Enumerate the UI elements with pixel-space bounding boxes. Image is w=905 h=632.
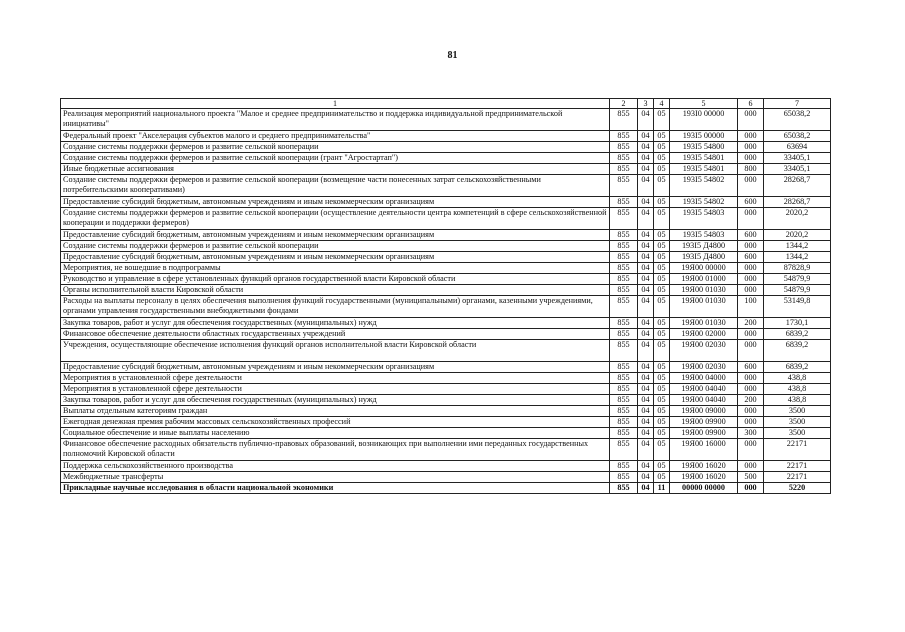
row-name-cell: Поддержка сельскохозяйственного производства (61, 461, 610, 472)
page-number: 81 (447, 50, 458, 61)
row-target-cell: 19Я00 04040 (670, 395, 738, 406)
row-code-cell: 855 (610, 395, 638, 406)
row-type-cell: 000 (738, 263, 764, 274)
row-amount-cell: 438,8 (764, 384, 831, 395)
row-section-cell: 04 (638, 428, 654, 439)
row-type-cell: 000 (738, 274, 764, 285)
row-code-cell: 855 (610, 406, 638, 417)
row-amount-cell: 22171 (764, 472, 831, 483)
row-amount-cell: 2020,2 (764, 208, 831, 230)
row-name-cell: Закупка товаров, работ и услуг для обеспечения государственных (муниципальных) нужд (61, 395, 610, 406)
row-code-cell: 855 (610, 263, 638, 274)
row-subsection-cell: 05 (654, 230, 670, 241)
row-subsection-cell: 05 (654, 263, 670, 274)
table-row (61, 241, 831, 252)
row-type-cell: 000 (738, 340, 764, 362)
row-amount-cell: 28268,7 (764, 197, 831, 208)
table-row (61, 406, 831, 417)
row-section-cell: 04 (638, 395, 654, 406)
row-target-cell: 19Я00 16000 (670, 439, 738, 461)
table-row (61, 384, 831, 395)
row-code-cell: 855 (610, 153, 638, 164)
row-name-cell: Прикладные научные исследования в области национальной экономики (61, 483, 610, 494)
row-code-cell: 855 (610, 483, 638, 494)
row-code-cell: 855 (610, 197, 638, 208)
row-section-cell: 04 (638, 296, 654, 318)
table-row (61, 417, 831, 428)
row-subsection-cell: 05 (654, 417, 670, 428)
row-target-cell: 193I5 54803 (670, 230, 738, 241)
row-subsection-cell: 05 (654, 384, 670, 395)
row-section-cell: 04 (638, 252, 654, 263)
row-subsection-cell: 05 (654, 208, 670, 230)
row-subsection-cell: 05 (654, 142, 670, 153)
row-name-cell: Мероприятия в установленной сфере деятельности (61, 373, 610, 384)
row-target-cell: 19Я00 00000 (670, 263, 738, 274)
row-name-cell: Создание системы поддержки фермеров и развитие сельской кооперации (осуществление деятельности центра компетенций в сфере сельскохозяйственной кооперации и поддержки фермеров) (61, 208, 610, 230)
row-target-cell: 193I5 00000 (670, 131, 738, 142)
row-type-cell: 600 (738, 197, 764, 208)
row-name-cell: Органы исполнительной власти Кировской области (61, 285, 610, 296)
row-type-cell: 500 (738, 472, 764, 483)
table-row (61, 153, 831, 164)
row-type-cell: 600 (738, 230, 764, 241)
row-subsection-cell: 05 (654, 373, 670, 384)
row-type-cell: 200 (738, 318, 764, 329)
table-row (61, 329, 831, 340)
header-cell: 2 (610, 99, 638, 109)
row-amount-cell: 3500 (764, 417, 831, 428)
row-subsection-cell: 05 (654, 285, 670, 296)
row-code-cell: 855 (610, 384, 638, 395)
row-type-cell: 000 (738, 131, 764, 142)
header-cell: 1 (61, 99, 610, 109)
row-code-cell: 855 (610, 142, 638, 153)
row-section-cell: 04 (638, 109, 654, 131)
header-row (61, 99, 831, 109)
row-name-cell: Предоставление субсидий бюджетным, автономным учреждениям и иным некоммерческим организациям (61, 362, 610, 373)
row-target-cell: 193I5 54800 (670, 142, 738, 153)
row-target-cell: 193I0 00000 (670, 109, 738, 131)
budget-table (60, 98, 831, 494)
row-amount-cell: 65038,2 (764, 131, 831, 142)
row-target-cell: 193I5 54802 (670, 175, 738, 197)
row-amount-cell: 2020,2 (764, 230, 831, 241)
row-name-cell: Межбюджетные трансферты (61, 472, 610, 483)
row-target-cell: 19Я00 09900 (670, 428, 738, 439)
row-amount-cell: 6839,2 (764, 340, 831, 362)
row-subsection-cell: 05 (654, 395, 670, 406)
row-amount-cell: 63694 (764, 142, 831, 153)
row-section-cell: 04 (638, 373, 654, 384)
row-name-cell: Закупка товаров, работ и услуг для обеспечения государственных (муниципальных) нужд (61, 318, 610, 329)
row-type-cell: 300 (738, 428, 764, 439)
row-type-cell: 000 (738, 175, 764, 197)
row-target-cell: 19Я00 04040 (670, 384, 738, 395)
row-section-cell: 04 (638, 175, 654, 197)
row-name-cell: Мероприятия в установленной сфере деятельности (61, 384, 610, 395)
row-type-cell: 000 (738, 142, 764, 153)
table-row (61, 428, 831, 439)
row-section-cell: 04 (638, 230, 654, 241)
row-section-cell: 04 (638, 131, 654, 142)
row-code-cell: 855 (610, 109, 638, 131)
row-code-cell: 855 (610, 472, 638, 483)
row-type-cell: 100 (738, 296, 764, 318)
row-amount-cell: 3500 (764, 406, 831, 417)
row-name-cell: Ежегодная денежная премия рабочим массовых сельскохозяйственных профессий (61, 417, 610, 428)
row-name-cell: Мероприятия, не вошедшие в подпрограммы (61, 263, 610, 274)
table-row (61, 318, 831, 329)
table-row (61, 483, 831, 494)
row-target-cell: 19Я00 04000 (670, 373, 738, 384)
row-section-cell: 04 (638, 263, 654, 274)
row-target-cell: 19Я00 02030 (670, 362, 738, 373)
row-section-cell: 04 (638, 285, 654, 296)
row-section-cell: 04 (638, 483, 654, 494)
row-name-cell: Создание системы поддержки фермеров и развитие сельской кооперации (возмещение части понесенных затрат сельскохозяйственными потребительскими кооперативами) (61, 175, 610, 197)
row-subsection-cell: 05 (654, 406, 670, 417)
row-section-cell: 04 (638, 318, 654, 329)
row-code-cell: 855 (610, 340, 638, 362)
row-subsection-cell: 05 (654, 109, 670, 131)
row-type-cell: 000 (738, 208, 764, 230)
row-amount-cell: 1730,1 (764, 318, 831, 329)
row-section-cell: 04 (638, 461, 654, 472)
row-code-cell: 855 (610, 230, 638, 241)
row-section-cell: 04 (638, 340, 654, 362)
row-subsection-cell: 05 (654, 274, 670, 285)
row-amount-cell: 5220 (764, 483, 831, 494)
row-amount-cell: 33405,1 (764, 153, 831, 164)
row-section-cell: 04 (638, 208, 654, 230)
row-subsection-cell: 05 (654, 362, 670, 373)
row-code-cell: 855 (610, 373, 638, 384)
table-row (61, 340, 831, 362)
table-row (61, 296, 831, 318)
row-code-cell: 855 (610, 285, 638, 296)
row-code-cell: 855 (610, 417, 638, 428)
row-subsection-cell: 05 (654, 329, 670, 340)
row-code-cell: 855 (610, 428, 638, 439)
table-row (61, 285, 831, 296)
row-section-cell: 04 (638, 241, 654, 252)
row-subsection-cell: 05 (654, 318, 670, 329)
row-amount-cell: 53149,8 (764, 296, 831, 318)
row-name-cell: Создание системы поддержки фермеров и развитие сельской кооперации (грант "Агростартап") (61, 153, 610, 164)
row-subsection-cell: 05 (654, 340, 670, 362)
row-amount-cell: 1344,2 (764, 241, 831, 252)
table-row (61, 175, 831, 197)
row-type-cell: 000 (738, 439, 764, 461)
row-type-cell: 800 (738, 164, 764, 175)
row-subsection-cell: 05 (654, 296, 670, 318)
row-target-cell: 19Я00 01030 (670, 285, 738, 296)
row-amount-cell: 28268,7 (764, 175, 831, 197)
row-name-cell: Руководство и управление в сфере установленных функций органов государственной власти Кировской области (61, 274, 610, 285)
row-name-cell: Федеральный проект "Акселерация субъектов малого и среднего предпринимательства" (61, 131, 610, 142)
row-section-cell: 04 (638, 142, 654, 153)
row-target-cell: 193I5 54801 (670, 164, 738, 175)
row-type-cell: 600 (738, 252, 764, 263)
row-target-cell: 193I5 Д4800 (670, 241, 738, 252)
row-name-cell: Финансовое обеспечение расходных обязательств публично-правовых образований, возникающих при выполнении ими переданных государственных полномочий Кировской области (61, 439, 610, 461)
row-amount-cell: 65038,2 (764, 109, 831, 131)
row-target-cell: 19Я00 16020 (670, 461, 738, 472)
table-row (61, 252, 831, 263)
table-row (61, 461, 831, 472)
header-cell: 4 (654, 99, 670, 109)
row-name-cell: Финансовое обеспечение деятельности областных государственных учреждений (61, 329, 610, 340)
row-code-cell: 855 (610, 318, 638, 329)
row-type-cell: 000 (738, 417, 764, 428)
row-amount-cell: 22171 (764, 439, 831, 461)
row-code-cell: 855 (610, 208, 638, 230)
row-target-cell: 19Я00 01000 (670, 274, 738, 285)
row-section-cell: 04 (638, 362, 654, 373)
row-type-cell: 000 (738, 109, 764, 131)
table-row (61, 362, 831, 373)
row-amount-cell: 6839,2 (764, 362, 831, 373)
row-code-cell: 855 (610, 252, 638, 263)
row-name-cell: Реализация мероприятий национального проекта "Малое и среднее предпринимательство и поддержка индивидуальной предпринимательской инициативы" (61, 109, 610, 131)
row-subsection-cell: 05 (654, 252, 670, 263)
row-name-cell: Расходы на выплаты персоналу в целях обеспечения выполнения функций государственными (муниципальными) органами, казенными учреждениями, органами управления государственными внебюджетными фондами (61, 296, 610, 318)
row-target-cell: 19Я00 01030 (670, 318, 738, 329)
row-section-cell: 04 (638, 472, 654, 483)
header-cell: 6 (738, 99, 764, 109)
row-section-cell: 04 (638, 153, 654, 164)
row-code-cell: 855 (610, 131, 638, 142)
row-amount-cell: 438,8 (764, 373, 831, 384)
row-target-cell: 19Я00 02030 (670, 340, 738, 362)
row-subsection-cell: 05 (654, 241, 670, 252)
row-amount-cell: 6839,2 (764, 329, 831, 340)
table-row (61, 395, 831, 406)
row-subsection-cell: 05 (654, 428, 670, 439)
row-type-cell: 200 (738, 395, 764, 406)
row-type-cell: 000 (738, 285, 764, 296)
row-code-cell: 855 (610, 274, 638, 285)
table-row (61, 109, 831, 131)
row-code-cell: 855 (610, 175, 638, 197)
table-row (61, 164, 831, 175)
row-subsection-cell: 05 (654, 131, 670, 142)
row-subsection-cell: 05 (654, 472, 670, 483)
row-type-cell: 000 (738, 406, 764, 417)
row-target-cell: 19Я00 16020 (670, 472, 738, 483)
row-name-cell: Социальное обеспечение и иные выплаты населению (61, 428, 610, 439)
row-amount-cell: 54879,9 (764, 274, 831, 285)
row-type-cell: 000 (738, 373, 764, 384)
row-type-cell: 000 (738, 384, 764, 395)
table-row (61, 131, 831, 142)
table-row (61, 142, 831, 153)
row-target-cell: 19Я00 01030 (670, 296, 738, 318)
row-subsection-cell: 11 (654, 483, 670, 494)
row-type-cell: 000 (738, 461, 764, 472)
row-target-cell: 193I5 54803 (670, 208, 738, 230)
row-code-cell: 855 (610, 241, 638, 252)
row-section-cell: 04 (638, 417, 654, 428)
row-type-cell: 000 (738, 483, 764, 494)
row-type-cell: 000 (738, 153, 764, 164)
row-amount-cell: 33405,1 (764, 164, 831, 175)
header-cell: 5 (670, 99, 738, 109)
row-code-cell: 855 (610, 461, 638, 472)
row-name-cell: Иные бюджетные ассигнования (61, 164, 610, 175)
row-section-cell: 04 (638, 274, 654, 285)
row-name-cell: Создание системы поддержки фермеров и развитие сельской кооперации (61, 241, 610, 252)
table-row (61, 373, 831, 384)
table-row (61, 230, 831, 241)
row-code-cell: 855 (610, 164, 638, 175)
row-name-cell: Создание системы поддержки фермеров и развитие сельской кооперации (61, 142, 610, 153)
table-row (61, 472, 831, 483)
row-code-cell: 855 (610, 329, 638, 340)
row-target-cell: 19Я00 09000 (670, 406, 738, 417)
row-target-cell: 19Я00 09900 (670, 417, 738, 428)
row-name-cell: Предоставление субсидий бюджетным, автономным учреждениям и иным некоммерческим организациям (61, 252, 610, 263)
table-row (61, 208, 831, 230)
row-subsection-cell: 05 (654, 461, 670, 472)
row-section-cell: 04 (638, 329, 654, 340)
row-section-cell: 04 (638, 164, 654, 175)
row-target-cell: 193I5 Д4800 (670, 252, 738, 263)
row-target-cell: 193I5 54802 (670, 197, 738, 208)
row-subsection-cell: 05 (654, 197, 670, 208)
row-name-cell: Выплаты отдельным категориям граждан (61, 406, 610, 417)
row-subsection-cell: 05 (654, 164, 670, 175)
row-section-cell: 04 (638, 406, 654, 417)
row-section-cell: 04 (638, 197, 654, 208)
header-cell: 7 (764, 99, 831, 109)
row-code-cell: 855 (610, 439, 638, 461)
table-row (61, 263, 831, 274)
row-subsection-cell: 05 (654, 153, 670, 164)
row-amount-cell: 22171 (764, 461, 831, 472)
row-name-cell: Учреждения, осуществляющие обеспечение исполнения функций органов исполнительной власти Кировской области (61, 340, 610, 362)
row-amount-cell: 1344,2 (764, 252, 831, 263)
row-name-cell: Предоставление субсидий бюджетным, автономным учреждениям и иным некоммерческим организациям (61, 230, 610, 241)
row-target-cell: 193I5 54801 (670, 153, 738, 164)
row-type-cell: 000 (738, 241, 764, 252)
row-name-cell: Предоставление субсидий бюджетным, автономным учреждениям и иным некоммерческим организациям (61, 197, 610, 208)
row-amount-cell: 54879,9 (764, 285, 831, 296)
row-type-cell: 000 (738, 329, 764, 340)
header-cell: 3 (638, 99, 654, 109)
table-row (61, 274, 831, 285)
row-type-cell: 600 (738, 362, 764, 373)
row-amount-cell: 3500 (764, 428, 831, 439)
row-code-cell: 855 (610, 296, 638, 318)
row-subsection-cell: 05 (654, 175, 670, 197)
row-amount-cell: 87828,9 (764, 263, 831, 274)
row-target-cell: 19Я00 02000 (670, 329, 738, 340)
row-target-cell: 00000 00000 (670, 483, 738, 494)
row-section-cell: 04 (638, 439, 654, 461)
table-row (61, 439, 831, 461)
row-subsection-cell: 05 (654, 439, 670, 461)
table-row (61, 197, 831, 208)
row-section-cell: 04 (638, 384, 654, 395)
row-amount-cell: 438,8 (764, 395, 831, 406)
row-code-cell: 855 (610, 362, 638, 373)
